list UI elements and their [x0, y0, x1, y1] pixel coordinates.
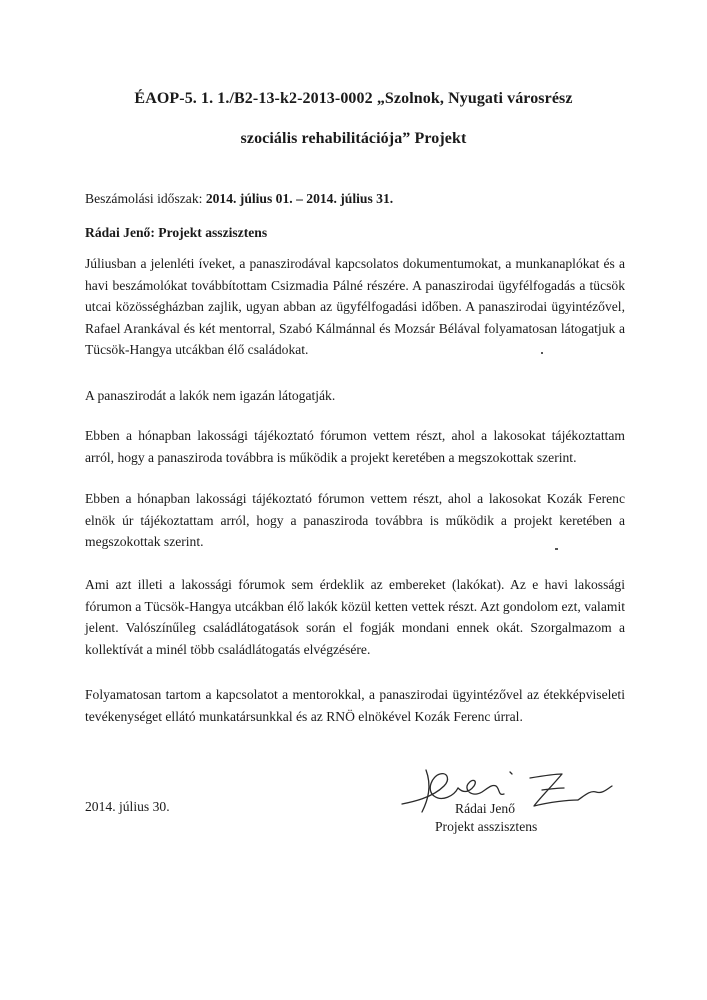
signer-role: Projekt asszisztens — [435, 819, 538, 834]
document-date: 2014. július 30. — [85, 799, 170, 814]
report-paragraph-5: Ami azt illeti a lakossági fórumok sem érdeklik az embereket (lakókat). Az e havi lakossági fórumon a Tücsök-Hangya utcákban élő lakók közül ketten vettek részt. Azt gondolom ezt, valamit jelent. Valószínűleg családlátogatások során el fogják mondani ennek okát. Szorgalmazom a kollektívát a minél több családlátogatás elvégzésére. — [85, 577, 625, 657]
report-paragraph-3: Ebben a hónapban lakossági tájékoztató fórumon vettem részt, ahol a lakosokat tájékoztattam arról, hogy a panasziroda továbbra is működik a projekt keretében a megszokottak szerint. — [85, 428, 625, 465]
reporting-period-label: Beszámolási időszak: — [85, 191, 203, 206]
scan-speck — [555, 548, 558, 550]
report-paragraph-2: A panaszirodát a lakók nem igazán látogatják. — [85, 388, 336, 403]
author-line: Rádai Jenő: Projekt asszisztens — [85, 225, 268, 240]
report-paragraph-4: Ebben a hónapban lakossági tájékoztató fórumon vettem részt, ahol a lakosokat Kozák Ferenc elnök úr tájékoztattam arról, hogy a panasziroda továbbra is működik a projekt keretében a megszokottak szerint. — [85, 491, 625, 549]
report-paragraph-1: Júliusban a jelenléti íveket, a panaszirodával kapcsolatos dokumentumokat, a munkanaplókat és a havi beszámolókat továbbítottam Csizmadia Pálné részére. A panaszirodai ügyfélfogadás a tücsök utcai közösségházban zajlik, ugyan abban az ügyfélfogadási időben. A panaszirodai ügyintézővel, Rafael Arankával és két mentorral, Szabó Kálmánnal és Mozsár Bélával folyamatosan látogatjuk a Tücsök-Hangya utcákban élő családokat. — [85, 256, 625, 357]
document-title-line-1: ÉAOP-5. 1. 1./B2-13-k2-2013-0002 „Szolnok, Nyugati városrész — [134, 90, 573, 107]
reporting-period-value: 2014. július 01. – 2014. július 31. — [205, 191, 394, 206]
document-title-line-2: szociális rehabilitációja” Projekt — [240, 130, 467, 147]
reporting-period — [85, 188, 625, 210]
report-paragraph-6: Folyamatosan tartom a kapcsolatot a mentorokkal, a panaszirodai ügyintézővel az étekképviseleti tevékenységet ellátó munkatársunkkal és az RNÖ elnökével Kozák Ferenc úrral. — [85, 687, 625, 724]
scan-speck — [541, 352, 543, 354]
signer-name: Rádai Jenő — [455, 801, 516, 816]
